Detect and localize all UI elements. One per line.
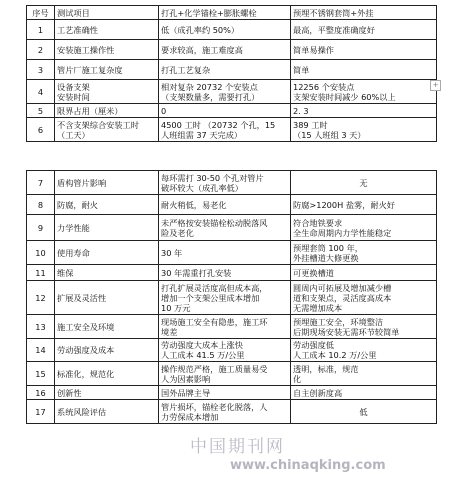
row-item [55,215,159,241]
row-method-a [159,339,291,362]
table-row [27,20,437,40]
row-method-a-line: 境差 [161,326,178,337]
page-break-gap [26,161,436,170]
row-method-b [291,281,437,315]
row-method-a-line: 险及老化 [161,227,194,238]
row-method-a [159,60,291,80]
row-method-a [159,265,291,281]
row-method-b [291,215,437,241]
table-row [27,339,437,362]
row-method-b [291,400,437,424]
row-method-a-line: 人班组需 37 天完成） [161,129,243,140]
row-item [55,20,159,40]
row-method-b-line: 简单易操作 [293,44,334,55]
row-item [55,241,159,265]
comparison-table-top [26,5,437,142]
row-item-line: 管片厂施工复杂度 [57,64,123,75]
row-method-a-line: 国外品牌主导 [161,387,211,398]
header-method-a: 打孔+化学锚栓+膨胀螺栓 [159,6,291,20]
row-method-a-line: 耐火稍低，易老化 [161,199,227,210]
row-method-b [291,195,437,215]
row-method-b-line: 全生命周期内力学性能稳定 [293,227,392,238]
table-row [27,195,437,215]
row-index: 10 [27,241,55,265]
row-method-a-line: 人工成本 41.5 万/公里 [161,350,245,360]
table-row [27,40,437,60]
row-method-a [159,400,291,424]
row-method-a-line: 0 [161,105,167,116]
row-method-a [159,195,291,215]
row-item-line: 防腐，耐火 [57,199,98,210]
row-method-a [159,80,291,104]
row-method-a-line: 每环需打 30-50 个孔对管片 [161,172,264,183]
table-row [27,241,437,265]
row-item [55,80,159,104]
row-item [55,265,159,281]
row-method-a-line: 未严格按安装锚栓松动脱落风 [161,217,268,228]
row-method-a [159,40,291,60]
row-item-line: 力学性能 [57,222,90,233]
row-method-a [159,171,291,195]
row-method-b [291,339,437,362]
table-row [27,362,437,386]
row-item-line: 劳动强度及成本 [57,345,115,355]
row-method-b-line: 外挂槽道大修更换 [293,252,359,263]
row-method-b-line: 最高，平整度准确度好 [293,24,375,35]
row-item-line: 维保 [57,267,74,278]
header-index: 序号 [27,6,55,20]
row-method-a [159,104,291,118]
row-item [55,40,159,60]
row-method-b-line: 道和支架点，灵活度高成本 [293,292,392,303]
row-item-line: 扩展及灵活性 [57,292,107,303]
watermark-brand: 中国期刊网 [190,437,285,457]
row-method-b-line: 自主创新度高 [293,387,343,398]
table-row [27,265,437,281]
header-method-b: 预埋不锈钢套筒+外挂 [291,6,437,20]
row-method-a-line: 要求较高，施工难度高 [161,44,243,55]
row-method-a-line: 相对复杂 20732 个安装点 [161,81,258,92]
table-header-row [27,6,437,20]
table-row [27,400,437,424]
row-item-line: 设备支架 [57,81,90,92]
row-method-b-line: 人工成本 10.2 万/公里 [293,350,377,360]
row-method-a-line: 低（成孔率约 50%） [161,24,240,35]
row-method-b [291,362,437,386]
table-row [27,281,437,315]
row-method-a-line: 破坏较大（成孔率低） [161,182,243,193]
row-method-b [291,60,437,80]
row-item [55,400,159,424]
row-item [55,315,159,339]
row-item-line: 限界占用（厘米） [57,105,123,116]
row-method-b-line: 简单 [293,64,310,75]
table-row [27,315,437,339]
row-method-b-line: 预埋套筒 100 年， [293,242,363,253]
row-method-b [291,241,437,265]
row-item [55,171,159,195]
row-method-b-line: 圆周内可拓展及增加减少槽 [293,282,392,293]
row-item-line: 标准化，规范化 [57,368,115,379]
row-method-a-line: 管片损坏，锚栓老化脱落，人 [161,401,268,412]
row-method-a [159,315,291,339]
row-method-b-line: 可更换槽道 [293,267,334,278]
row-method-b-line: 12256 个安装点 [293,81,355,92]
row-method-a-line: 操作规范严格，施工质量易受 [161,363,268,374]
row-method-b-line: 符合地铁要求 [293,217,343,228]
row-method-b-line: 无 [359,177,368,188]
row-item [55,104,159,118]
table-row [27,104,437,118]
row-index: 7 [27,171,55,195]
row-method-a-line: （支架数量多，需要打孔） [161,91,260,102]
table-row [27,171,437,195]
row-item-line: 创新性 [57,387,82,398]
row-method-a-line: 增加一个支架公里成本增加 [161,292,260,303]
row-method-a [159,241,291,265]
row-index: 12 [27,281,55,315]
row-item [55,281,159,315]
row-method-b-line: 无需增加成本 [293,302,343,313]
row-method-a [159,362,291,386]
row-index: 15 [27,362,55,386]
table-row [27,386,437,400]
row-method-b-line: 预埋施工安全，环境整洁 [293,316,384,327]
row-method-b-line: 支架安装时间减少 60%以上 [293,91,396,102]
row-method-a-line: 劳动强度大成本上涨快 [161,340,243,350]
row-item-line: 工艺准确性 [57,24,98,35]
row-method-b-line: （15 人班组 3 天） [293,129,366,140]
row-method-b [291,118,437,142]
row-item [55,118,159,142]
row-item-line: 安装时间 [57,91,90,102]
row-index: 2 [27,40,55,60]
row-index: 6 [27,118,55,142]
table-row [27,80,437,104]
row-item-line: 使用寿命 [57,247,90,258]
row-item-line: （工天） [57,129,90,140]
table-row [27,215,437,241]
row-method-a-line: 打孔扩展灵活度高但成本高， [161,282,268,293]
row-method-b [291,265,437,281]
row-method-a-line: 力劳保成本增加 [161,411,219,422]
row-method-a-line: 10 万元 [161,302,191,313]
row-method-b-line: 透明，标准，规范 [293,363,359,374]
row-method-b [291,386,437,400]
row-method-b [291,40,437,60]
plus-icon[interactable]: + [430,80,441,91]
row-method-b-line: 防腐>1200H 盐雾，耐火好 [293,199,395,210]
row-index: 9 [27,215,55,241]
row-method-a-line: 4500 工时 （20732 个孔，15 [161,119,276,130]
row-method-b-line: 2. 3 [293,105,309,116]
header-item: 测试项目 [55,6,159,20]
row-index: 4 [27,80,55,104]
row-index: 5 [27,104,55,118]
row-item-line: 不含支架综合安装工时 [57,119,139,130]
row-item [55,60,159,80]
table-row [27,118,437,142]
row-method-a [159,386,291,400]
row-index: 1 [27,20,55,40]
row-method-b [291,315,437,339]
comparison-table-bottom [26,170,437,424]
table-row [27,60,437,80]
row-item-line: 施工安全及环境 [57,321,115,332]
row-method-a-line: 人为因素影响 [161,373,211,384]
watermark-url: www.chinaqking.com [230,458,386,473]
row-method-a-line: 打孔工艺复杂 [161,64,211,75]
row-index: 16 [27,386,55,400]
row-method-b [291,20,437,40]
row-item [55,386,159,400]
row-method-b [291,80,437,104]
row-index: 17 [27,400,55,424]
row-method-a [159,215,291,241]
row-method-a [159,20,291,40]
row-index: 8 [27,195,55,215]
row-item [55,362,159,386]
row-item-line: 安装施工操作性 [57,44,115,55]
row-index: 3 [27,60,55,80]
row-method-b [291,171,437,195]
row-method-a-line: 30 年需重打孔安装 [161,267,232,278]
row-index: 14 [27,339,55,362]
row-method-a-line: 30 年 [161,247,183,258]
row-index: 13 [27,315,55,339]
row-item-line: 系统风险评估 [57,406,107,417]
row-item [55,195,159,215]
row-method-b-line: 后期现场安装无需环节较简单 [293,326,400,337]
row-method-a-line: 现场施工安全有隐患，施工环 [161,316,268,327]
row-method-b [291,104,437,118]
row-method-b-line: 化 [293,373,302,384]
row-method-b-line: 劳动强度低 [293,340,334,350]
row-method-a [159,118,291,142]
row-index: 11 [27,265,55,281]
row-item [55,339,159,362]
row-item-line: 盾构管片影响 [57,177,107,188]
row-method-a [159,281,291,315]
row-method-b-line: 389 工时 [293,119,328,130]
row-method-b-line: 低 [359,406,368,417]
